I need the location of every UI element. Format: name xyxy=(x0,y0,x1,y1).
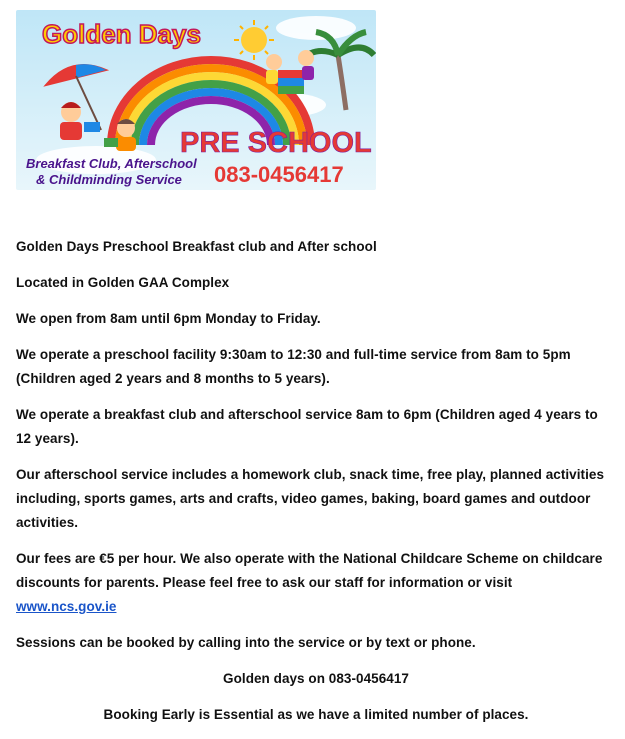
fees-text: Our fees are €5 per hour. We also operate with the National Childcare Scheme on childcare discounts for parents. Please feel free to ask our staff for information or visit xyxy=(16,551,603,590)
content-body xyxy=(16,235,616,739)
closing-paragraph: Booking Early is Essential as we have a limited number of places. xyxy=(103,707,529,722)
banner-subtitle: PRE SCHOOL xyxy=(180,127,372,159)
ncs-link[interactable]: www.ncs.gov.ie xyxy=(16,599,117,614)
banner-title: Golden Days xyxy=(42,19,201,49)
banner-services-line2: & Childminding Service xyxy=(36,172,182,187)
breakfast-paragraph: We operate a breakfast club and afterschool service 8am to 6pm (Children aged 4 years to 12 years). xyxy=(16,407,598,446)
afterschool-paragraph: Our afterschool service includes a homework club, snack time, free play, planned activities including, sports games, arts and crafts, video games, baking, board games and outdoor activities. xyxy=(16,467,605,530)
heading-paragraph: Golden Days Preschool Breakfast club and After school xyxy=(16,239,377,254)
booking-paragraph: Sessions can be booked by calling into the service or by text or phone. xyxy=(16,635,476,650)
fees-paragraph xyxy=(16,547,616,619)
location-paragraph: Located in Golden GAA Complex xyxy=(16,275,230,290)
contact-paragraph: Golden days on 083-0456417 xyxy=(223,671,409,686)
hours-paragraph: We open from 8am until 6pm Monday to Friday. xyxy=(16,311,321,326)
banner-image xyxy=(16,10,376,190)
banner-phone: 083-0456417 xyxy=(214,162,344,187)
banner-services-line1: Breakfast Club, Afterschool xyxy=(26,156,197,171)
preschool-paragraph: We operate a preschool facility 9:30am to 12:30 and full-time service from 8am to 5pm (Children aged 2 years and 8 months to 5 years). xyxy=(16,347,571,386)
